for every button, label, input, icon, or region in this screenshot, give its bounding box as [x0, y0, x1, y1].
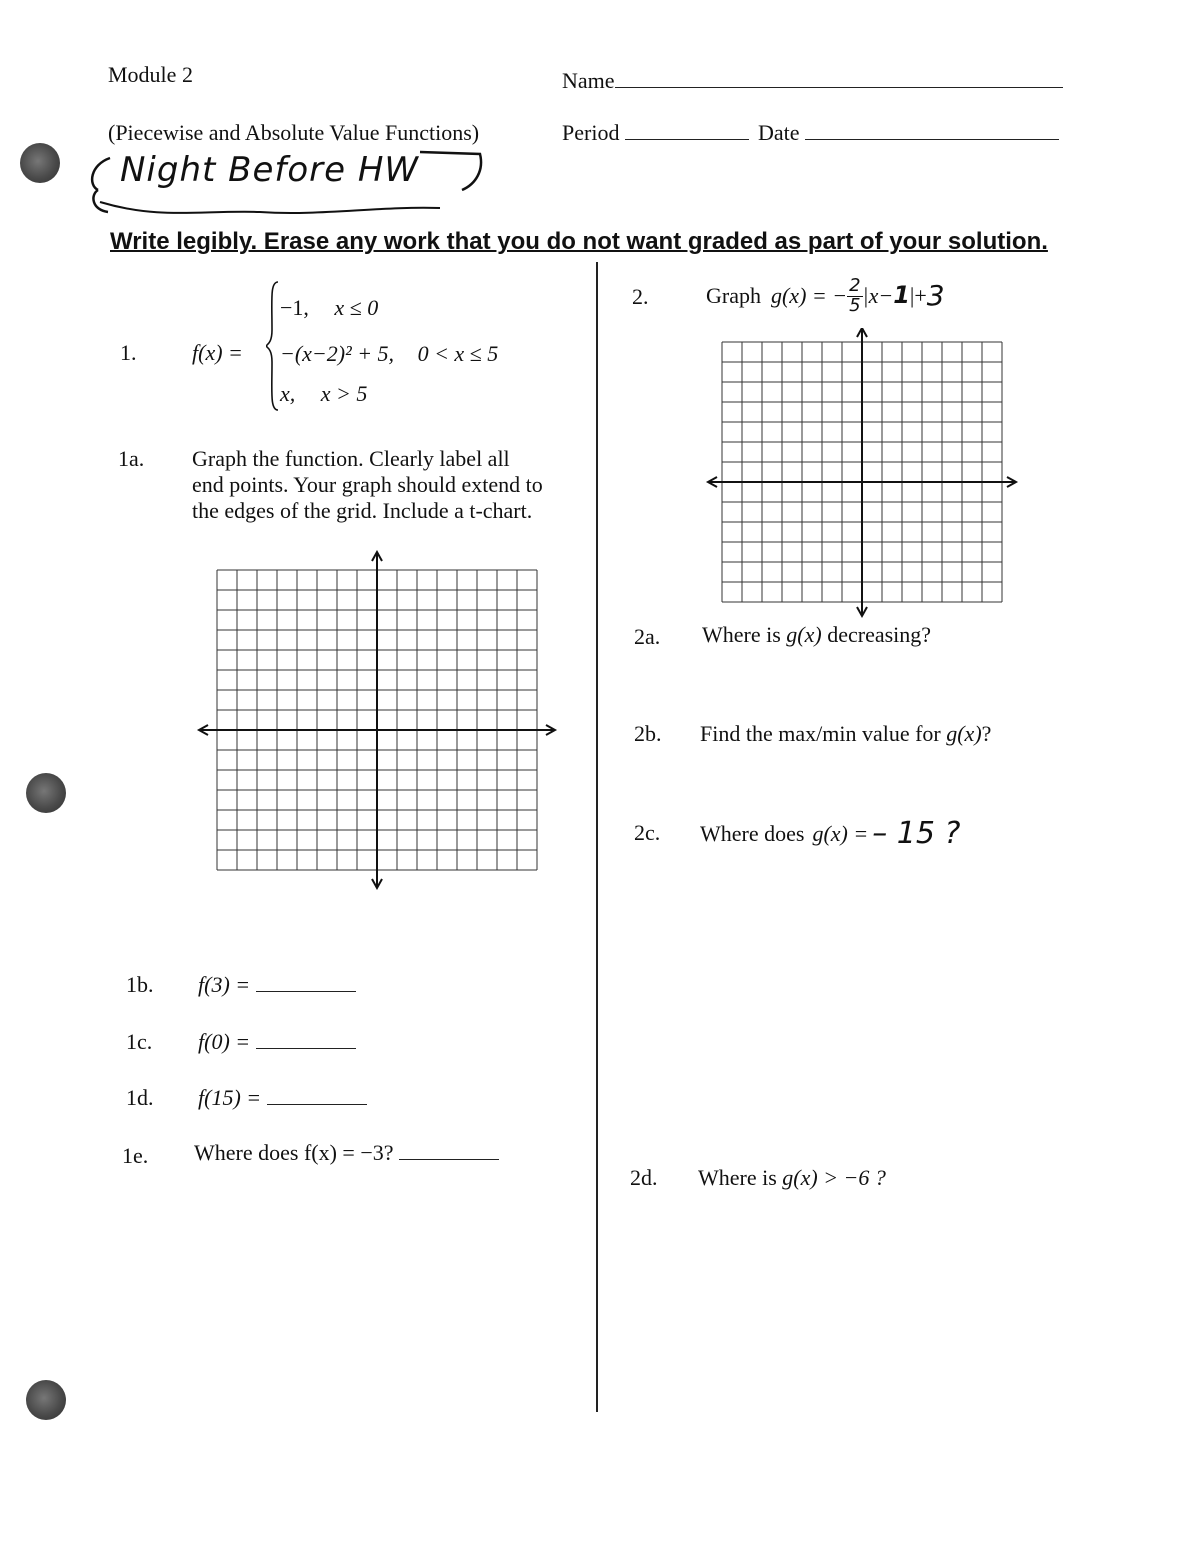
q1c-label: 1c. [126, 1029, 153, 1054]
punch-hole-top [20, 143, 60, 183]
instructions: Write legibly. Erase any work that you do not want graded as part of your solution. [110, 228, 1048, 255]
name-label: Name [562, 68, 615, 93]
q1a-line-1: Graph the function. Clearly label all [192, 446, 510, 471]
q2a-text-after: decreasing? [821, 622, 932, 647]
q1e-question [194, 1140, 499, 1165]
q2-func: g(x) = − [770, 283, 848, 309]
name-field[interactable] [562, 68, 1063, 93]
subtitle: (Piecewise and Absolute Value Functions) [108, 120, 480, 145]
q2b-func: g(x) [946, 721, 982, 746]
q1e-label: 1e. [122, 1143, 149, 1168]
q2-prefix: Graph [706, 283, 761, 309]
q2c-question [700, 814, 960, 854]
q2-abs-close: |+ [909, 283, 927, 309]
name-blank[interactable] [615, 87, 1063, 88]
q1-case-1 [280, 295, 378, 320]
q1-brace [266, 280, 280, 412]
q2b-text-before: Find the max/min value for [700, 721, 947, 746]
q2d-func: g(x) > −6 ? [782, 1165, 886, 1190]
q1d-answer-blank[interactable] [267, 1104, 367, 1105]
q2d-label: 2d. [630, 1165, 658, 1190]
period-blank[interactable] [625, 139, 749, 140]
period-field[interactable] [562, 120, 749, 145]
q2-abs-part: |x− [862, 283, 894, 309]
q1a-label: 1a. [118, 446, 145, 471]
q1b-answer-blank[interactable] [256, 991, 356, 992]
q1-case-3-cond: x > 5 [320, 381, 368, 406]
q2c-func: g(x) = [812, 821, 869, 847]
q2c-text-before: Where does [700, 821, 805, 847]
q1-case-1-expr: −1, [280, 295, 309, 320]
q2b-label: 2b. [634, 721, 662, 746]
q1b-text: f(3) = [198, 972, 251, 997]
q1b-question [198, 972, 356, 997]
q2-number: 2. [632, 284, 649, 309]
q2d-question [698, 1165, 886, 1190]
module-title: Module 2 [108, 62, 193, 87]
q1c-answer-blank[interactable] [256, 1048, 356, 1049]
q2a-label: 2a. [634, 624, 661, 649]
q1-function-name: f(x) = [192, 340, 243, 365]
q1e-text: Where does f(x) = −3? [194, 1140, 394, 1165]
date-field[interactable] [758, 120, 1059, 145]
q2b-question [700, 721, 991, 746]
q2a-func: g(x) [786, 622, 822, 647]
q1d-text: f(15) = [198, 1085, 262, 1110]
q2-graph-grid[interactable] [700, 328, 1020, 620]
q2-prompt [706, 270, 945, 322]
q2-frac-den: 5 [849, 294, 861, 316]
q1d-label: 1d. [126, 1085, 154, 1110]
q2a-text-before: Where is [702, 622, 787, 647]
q2c-hand-value: – 15 ? [872, 815, 961, 851]
q1-case-1-cond: x ≤ 0 [334, 295, 379, 320]
q1-case-2-expr: −(x−2)² + 5, [280, 341, 395, 366]
q1c-text: f(0) = [198, 1029, 251, 1054]
q1-case-2-cond: 0 < x ≤ 5 [417, 341, 499, 366]
period-label: Period [562, 120, 620, 145]
q2-fraction [847, 274, 862, 316]
q2b-text-after: ? [981, 721, 992, 746]
q1-case-3 [280, 381, 367, 406]
q1a-line-3: the edges of the grid. Include a t-chart. [192, 498, 533, 523]
q2d-text-before: Where is [698, 1165, 783, 1190]
q2-hand-three: 3 [926, 278, 945, 312]
date-label: Date [758, 120, 800, 145]
q2a-question [702, 622, 931, 647]
column-divider [596, 262, 598, 1412]
q1a-line-2: end points. Your graph should extend to [192, 472, 543, 497]
handwritten-title: Night Before HW [120, 150, 420, 190]
q1c-question [198, 1029, 356, 1054]
q2-hand-one: 1 [893, 281, 910, 310]
q1-number: 1. [120, 340, 137, 365]
punch-hole-middle [26, 773, 66, 813]
q2c-label: 2c. [634, 820, 661, 845]
q1-case-3-expr: x, [280, 381, 296, 406]
q1b-label: 1b. [126, 972, 154, 997]
q1-graph-grid[interactable] [195, 550, 565, 890]
q1d-question [198, 1085, 367, 1110]
q1-case-2 [280, 341, 498, 366]
date-blank[interactable] [805, 139, 1059, 140]
punch-hole-bottom [26, 1380, 66, 1420]
q2-frac-num: 2 [849, 274, 861, 296]
q1e-answer-blank[interactable] [399, 1159, 499, 1160]
